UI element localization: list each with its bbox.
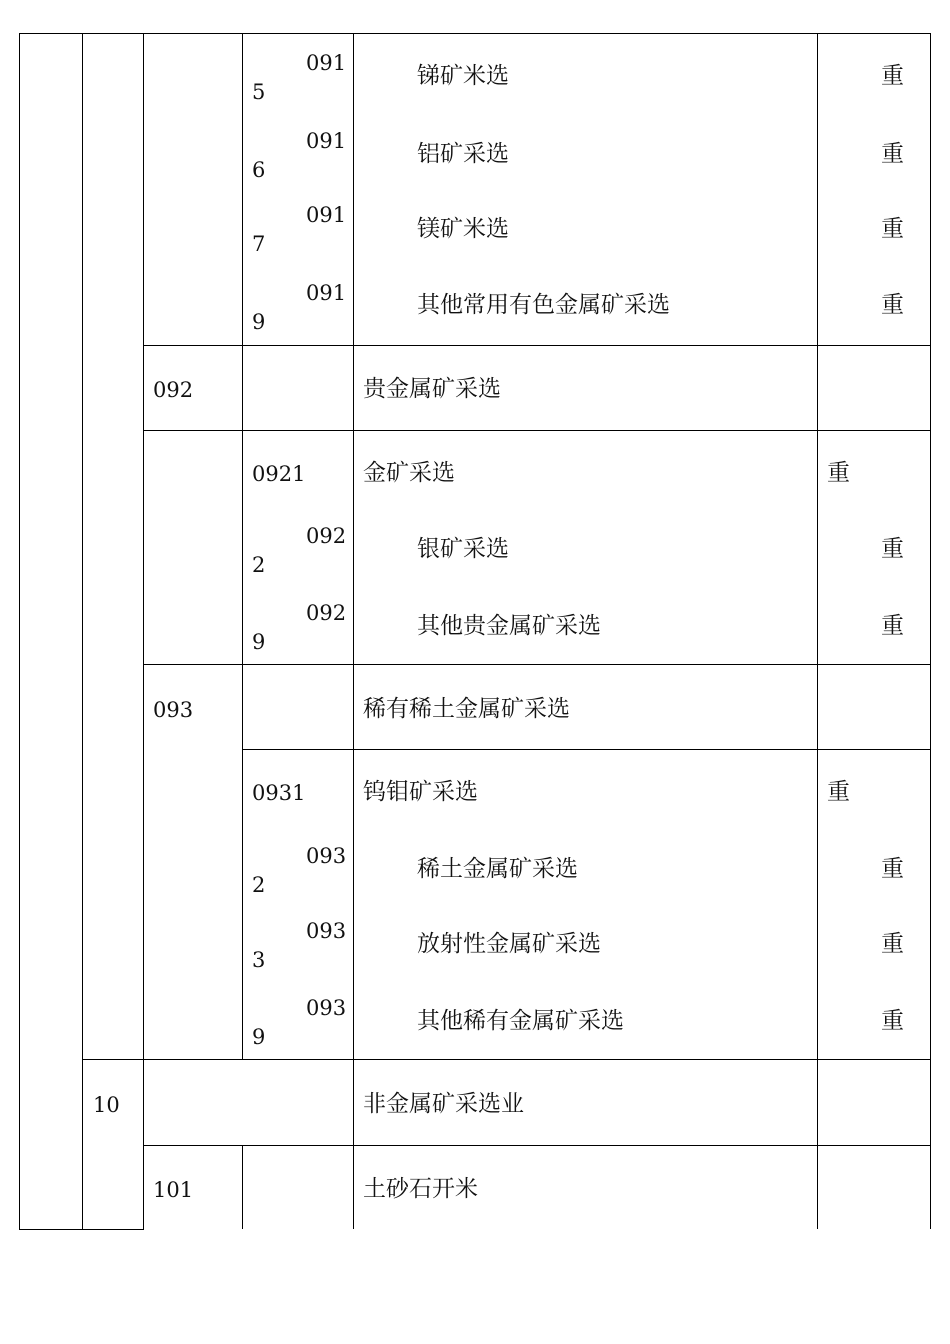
col-border-right	[930, 33, 931, 1229]
row-divider	[83, 1059, 931, 1060]
group-code: 101	[153, 1178, 194, 1202]
col-border	[242, 33, 243, 1060]
table-top-border	[19, 33, 931, 34]
code-split-top: 091	[306, 51, 347, 75]
code-split-top: 091	[306, 203, 347, 227]
group-code: 092	[153, 378, 194, 402]
class-code: 0921	[252, 462, 306, 486]
code-split-bottom: 2	[252, 553, 266, 577]
code-split-bottom: 9	[252, 630, 266, 654]
row-divider	[242, 749, 931, 750]
col-border	[82, 33, 83, 1230]
category-mark: 重	[881, 216, 904, 242]
row-divider	[143, 430, 931, 431]
category-name: 贵金属矿采选	[363, 376, 501, 402]
category-name: 银矿采选	[417, 536, 509, 562]
category-name: 钨钼矿采选	[363, 779, 478, 805]
row-divider	[143, 1145, 931, 1146]
category-name: 其他稀有金属矿采选	[417, 1008, 624, 1034]
col-border	[143, 33, 144, 1230]
code-split-bottom: 9	[252, 310, 266, 334]
category-mark: 重	[827, 779, 850, 805]
category-name: 金矿采选	[363, 460, 455, 486]
code-split-top: 093	[306, 919, 347, 943]
class-code: 0931	[252, 781, 306, 805]
category-name: 放射性金属矿采选	[417, 931, 601, 957]
code-split-top: 093	[306, 844, 347, 868]
row-divider	[143, 664, 931, 665]
category-mark: 重	[881, 63, 904, 89]
category-mark: 重	[827, 460, 850, 486]
code-split-top: 092	[306, 524, 347, 548]
category-name: 其他常用有色金属矿采选	[417, 292, 670, 318]
category-mark: 重	[881, 613, 904, 639]
code-split-bottom: 2	[252, 873, 266, 897]
code-split-bottom: 5	[252, 80, 266, 104]
category-mark: 重	[881, 536, 904, 562]
col-border-left	[19, 33, 20, 1230]
code-split-bottom: 6	[252, 158, 266, 182]
category-mark: 重	[881, 1008, 904, 1034]
code-split-top: 091	[306, 281, 347, 305]
category-name: 镁矿米选	[417, 216, 509, 242]
group-code: 093	[153, 698, 194, 722]
col-border	[817, 33, 818, 1229]
code-split-top: 093	[306, 996, 347, 1020]
row-divider	[143, 345, 931, 346]
category-name: 非金属矿采选业	[363, 1091, 524, 1117]
category-name: 土砂石开米	[363, 1176, 478, 1202]
code-split-top: 091	[306, 129, 347, 153]
category-mark: 重	[881, 292, 904, 318]
category-name: 稀有稀土金属矿采选	[363, 696, 570, 722]
category-name: 稀土金属矿采选	[417, 856, 578, 882]
category-mark: 重	[881, 856, 904, 882]
code-split-bottom: 7	[252, 232, 266, 256]
category-mark: 重	[881, 141, 904, 167]
category-name: 其他贵金属矿采选	[417, 613, 601, 639]
code-split-top: 092	[306, 601, 347, 625]
col-border	[353, 33, 354, 1229]
code-split-bottom: 3	[252, 948, 266, 972]
category-name: 铝矿采选	[417, 141, 509, 167]
code-split-bottom: 9	[252, 1025, 266, 1049]
category-mark: 重	[881, 931, 904, 957]
category-name: 锑矿米选	[417, 63, 509, 89]
col-border	[242, 1145, 243, 1229]
major-code: 10	[93, 1093, 120, 1117]
